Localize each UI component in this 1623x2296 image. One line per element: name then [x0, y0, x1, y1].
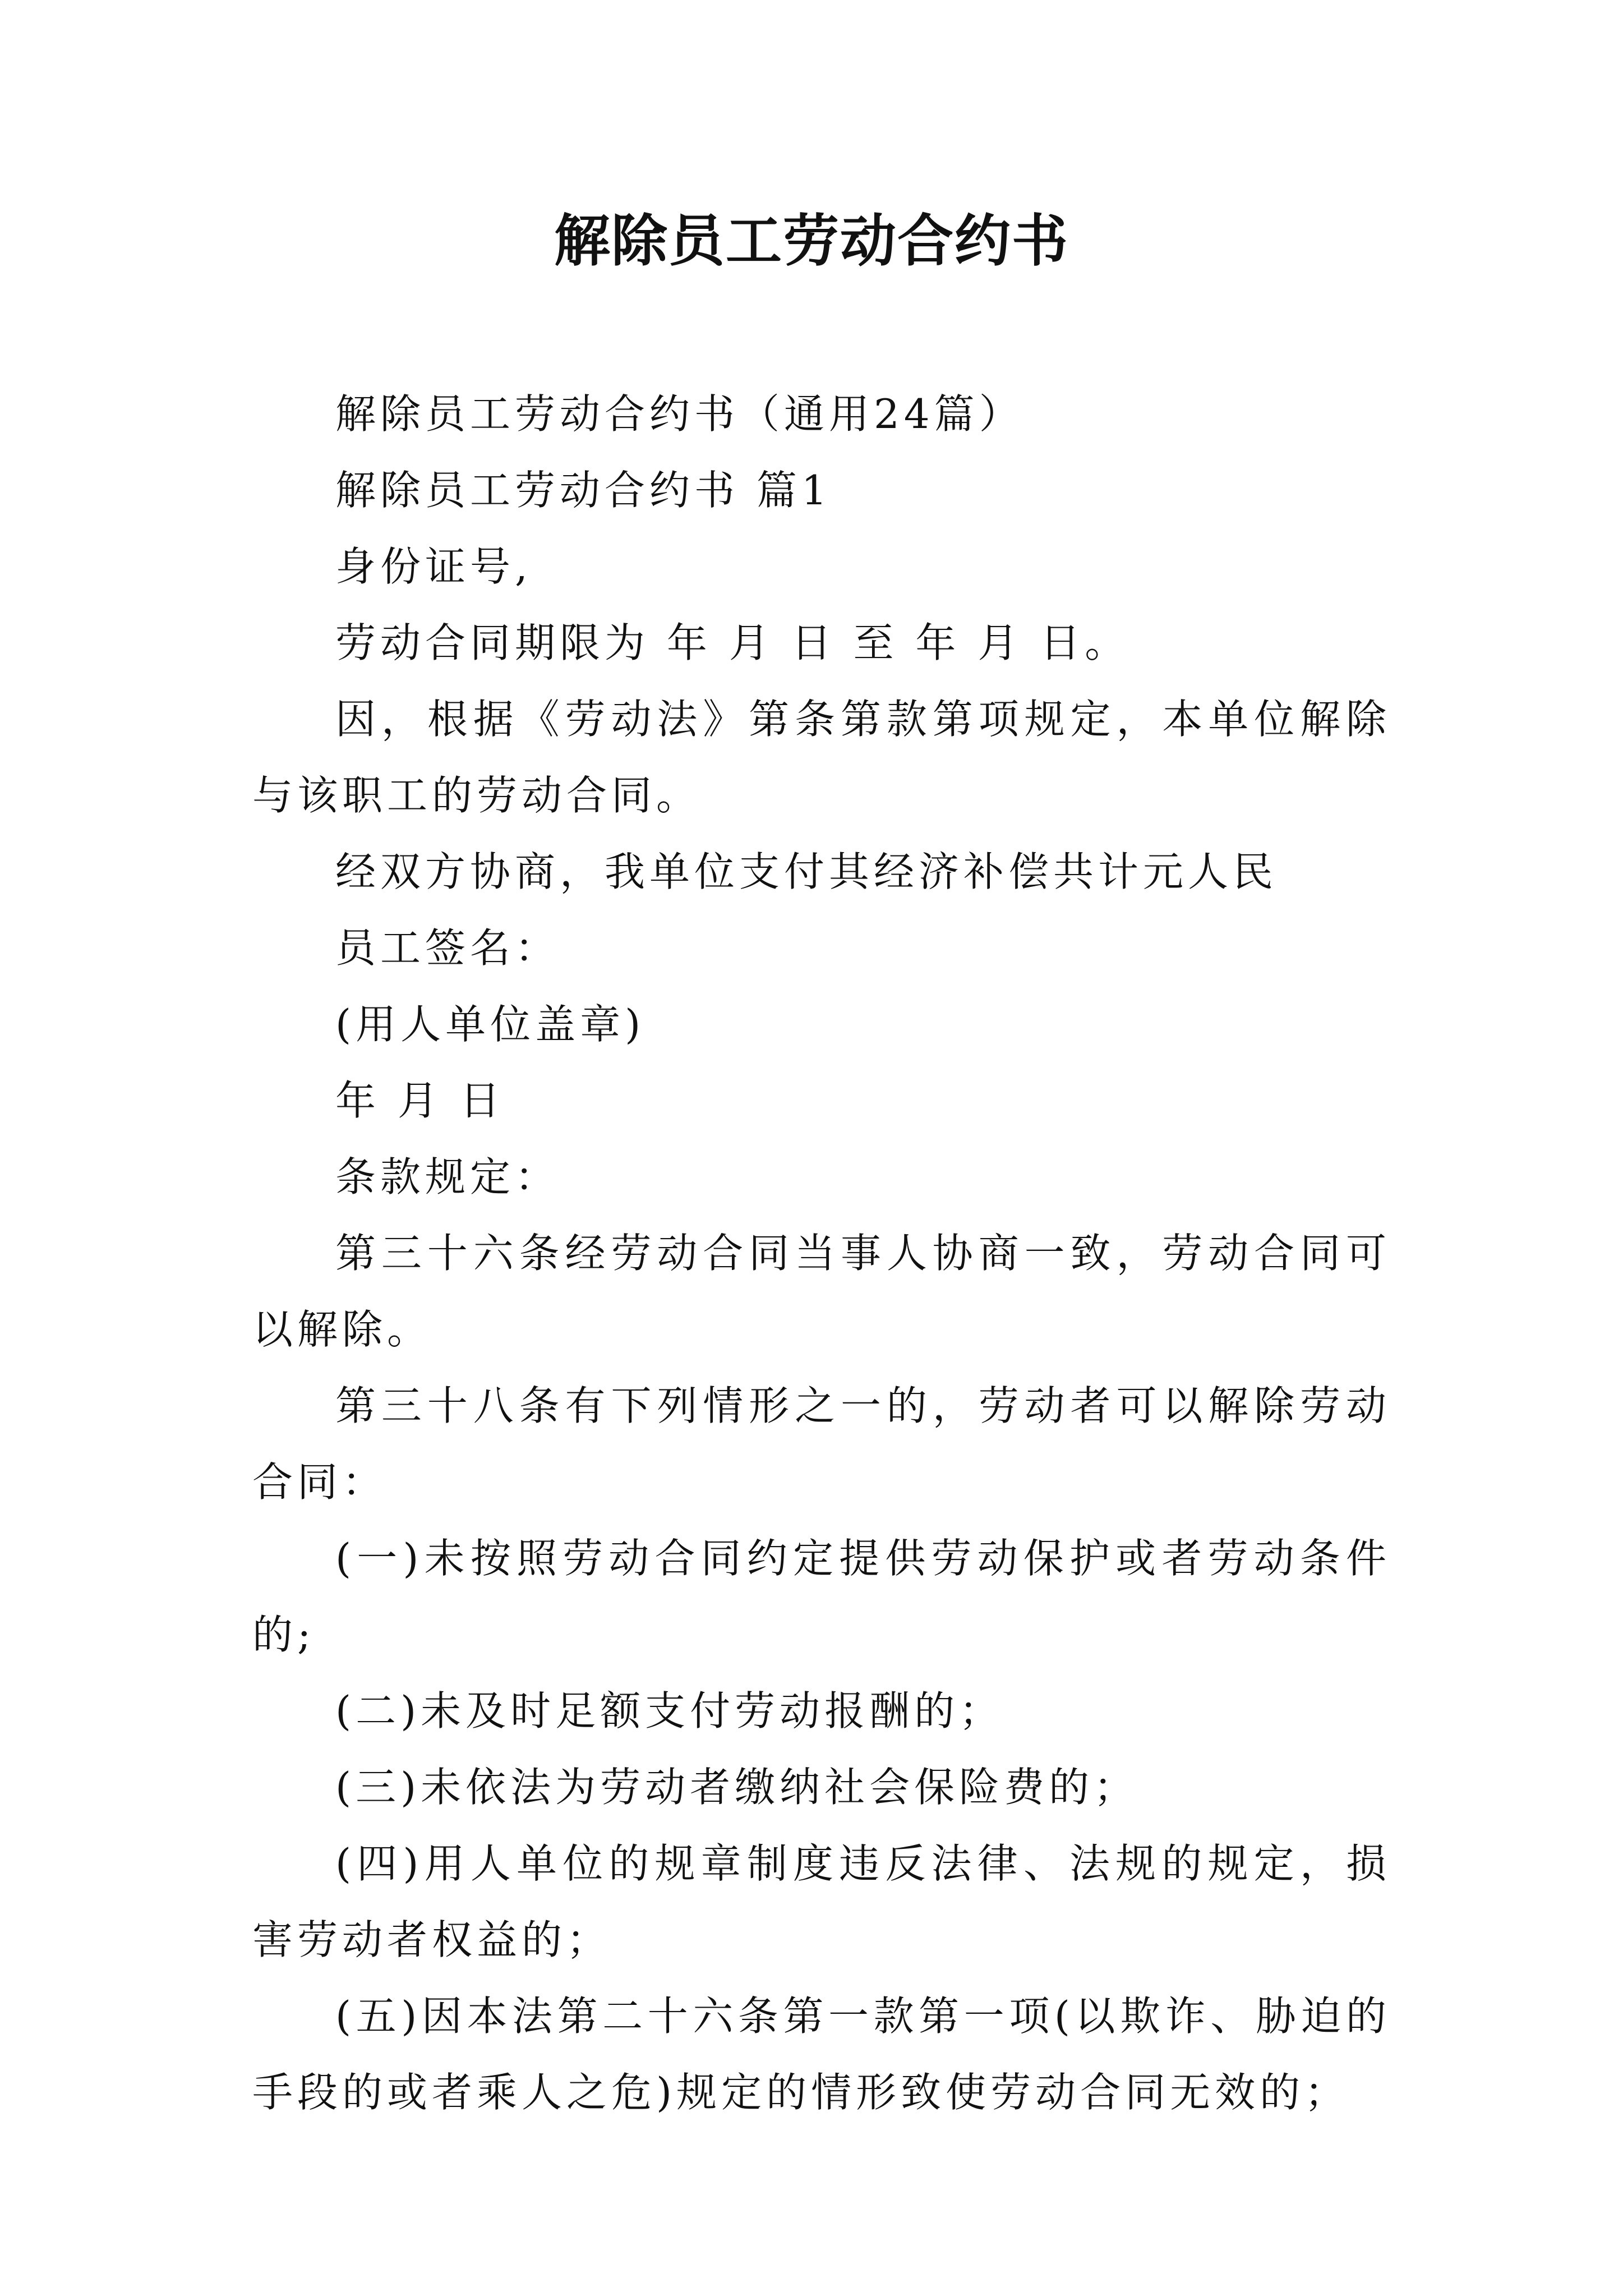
- paragraph-item-5: (五)因本法第二十六条第一款第一项(以欺诈、胁迫的手段的或者乘人之危)规定的情形致使劳动合同无效的；: [252, 1993, 1391, 2116]
- paragraph-article-36: 第三十六条经劳动合同当事人协商一致，劳动合同可以解除。: [252, 1230, 1391, 1353]
- paragraph-termination-basis: 因，根据《劳动法》第条第款第项规定，本单位解除与该职工的劳动合同。: [252, 696, 1391, 819]
- paragraph-subtitle: 解除员工劳动合约书（通用24篇）: [335, 390, 1024, 438]
- paragraph-compensation: 经双方协商，我单位支付其经济补偿共计元人民: [335, 848, 1278, 895]
- paragraph-contract-term: 劳动合同期限为 年 月 日 至 年 月 日。: [335, 619, 1130, 666]
- paragraph-item-4: (四)用人单位的规章制度违反法律、法规的规定，损害劳动者权益的；: [252, 1840, 1391, 1963]
- paragraph-employer-seal: (用人单位盖章): [335, 1001, 645, 1048]
- paragraph-section-heading: 解除员工劳动合约书 篇1: [335, 467, 832, 514]
- paragraph-article-38: 第三十八条有下列情形之一的，劳动者可以解除劳动合同：: [252, 1382, 1391, 1506]
- paragraph-item-1: (一)未按照劳动合同约定提供劳动保护或者劳动条件的;: [252, 1535, 1391, 1658]
- document-body: [252, 376, 1391, 2131]
- paragraph-date: 年 月 日: [335, 1077, 505, 1124]
- paragraph-item-2: (二)未及时足额支付劳动报酬的；: [335, 1687, 1004, 1734]
- paragraph-employee-signature: 员工签名：: [335, 924, 560, 972]
- paragraph-id-number: 身份证号,: [335, 543, 532, 590]
- document-title: 解除员工劳动合约书: [554, 208, 1069, 274]
- paragraph-clause-heading: 条款规定：: [335, 1153, 560, 1200]
- paragraph-item-3: (三)未依法为劳动者缴纳社会保险费的；: [335, 1764, 1139, 1811]
